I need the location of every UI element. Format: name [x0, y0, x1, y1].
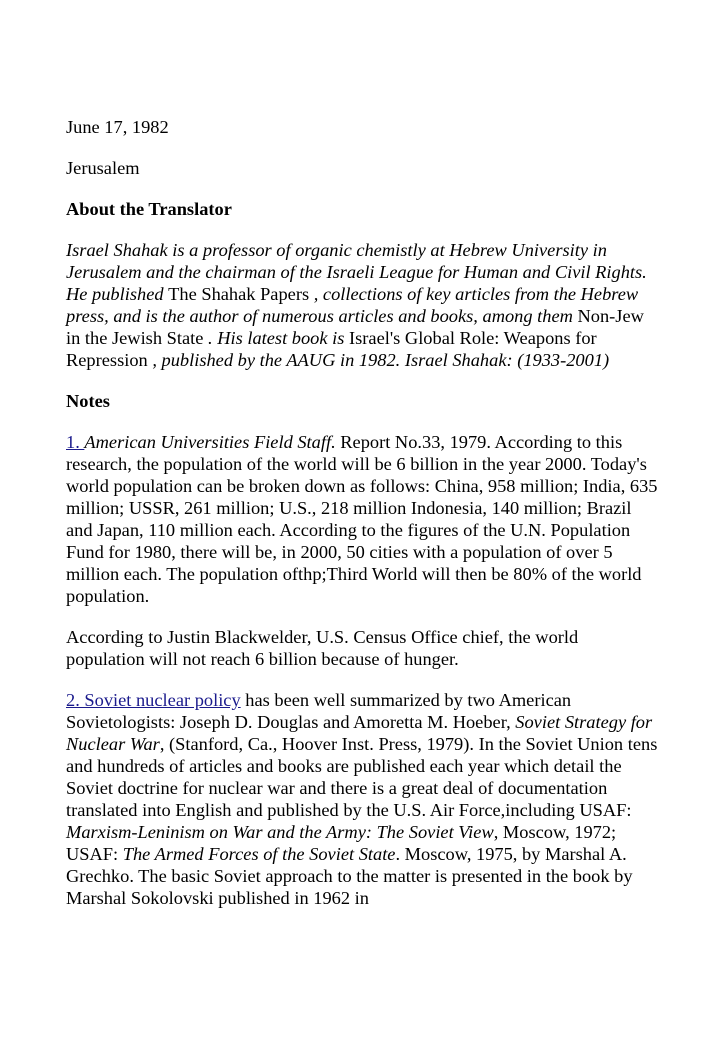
note-2-text-2: Soviet Strategy for Nuclear War [66, 712, 653, 754]
translator-text-1: Israel Shahak is a professor of organic chemistly at Hebrew University in Jerusalem and the chairman of the Israeli League for Human and Civil Rights. He published [66, 240, 647, 304]
note-2-text-7: . Moscow, 1975, by Marshal A. Grechko. The basic Soviet approach to the matter is presented in the book by Marshal Sokolovski published in 1962 in [66, 844, 633, 908]
note-1-text: Report No.33, 1979. According to this research, the population of the world will be 6 billion in the year 2000. Today's world population can be broken down as follows: China, 958 million; India, 635 million; USSR, 261 million; U.S., 218 million Indonesia, 140 million; Brazil and Japan, 110 million each. According to the figures of the U.N. Population Fund for 1980, there will be, in 2000, 50 cities with a population of over 5 million each. The population ofthp;Third World will then be 80% of the world population. [66, 432, 658, 606]
translator-heading: About the Translator [66, 199, 232, 219]
note-1-followup: According to Justin Blackwelder, U.S. Census Office chief, the world population will not reach 6 billion because of hunger. [66, 627, 579, 669]
translator-text-5: . His latest book is [203, 328, 349, 348]
notes-heading: Notes [66, 391, 110, 411]
translator-text-2: The Shahak Papers [168, 284, 310, 304]
note-1 [66, 431, 660, 607]
translator-paragraph [66, 239, 660, 371]
note-1-link[interactable]: 1. [66, 432, 85, 452]
note-2-text-5: , Moscow, 1972; USAF: [66, 822, 617, 864]
translator-text-6: Israel's Global Role: Weapons for Repression [66, 328, 597, 370]
place-line: Jerusalem [66, 158, 140, 178]
note-1-title: American Universities Field Staff. [84, 432, 336, 452]
note-2-text-6: The Armed Forces of the Soviet State [122, 844, 396, 864]
note-2-text-3: , (Stanford, Ca., Hoover Inst. Press, 1979). In the Soviet Union tens and hundreds of articles and books are published each year which detail the Soviet doctrine for nuclear war and there is a great deal of documentation translated into English and published by the U.S. Air Force,including USAF: [66, 734, 658, 820]
note-2 [66, 689, 660, 909]
note-2-link[interactable]: 2. Soviet nuclear policy [66, 690, 241, 710]
note-2-text-1: has been well summarized by two American Sovietologists: Joseph D. Douglas and Amoretta M. Hoeber, [66, 690, 572, 732]
translator-text-7: , published by the AAUG in 1982. Israel Shahak: (1933-2001) [147, 350, 610, 370]
translator-text-3: , collections of key articles from the Hebrew press, and is the author of numerous articles and books, among them [66, 284, 639, 326]
date-line: June 17, 1982 [66, 117, 169, 137]
translator-text-4: Non-Jew in the Jewish State [66, 306, 644, 348]
note-2-text-4: Marxism-Leninism on War and the Army: The Soviet View [66, 822, 494, 842]
